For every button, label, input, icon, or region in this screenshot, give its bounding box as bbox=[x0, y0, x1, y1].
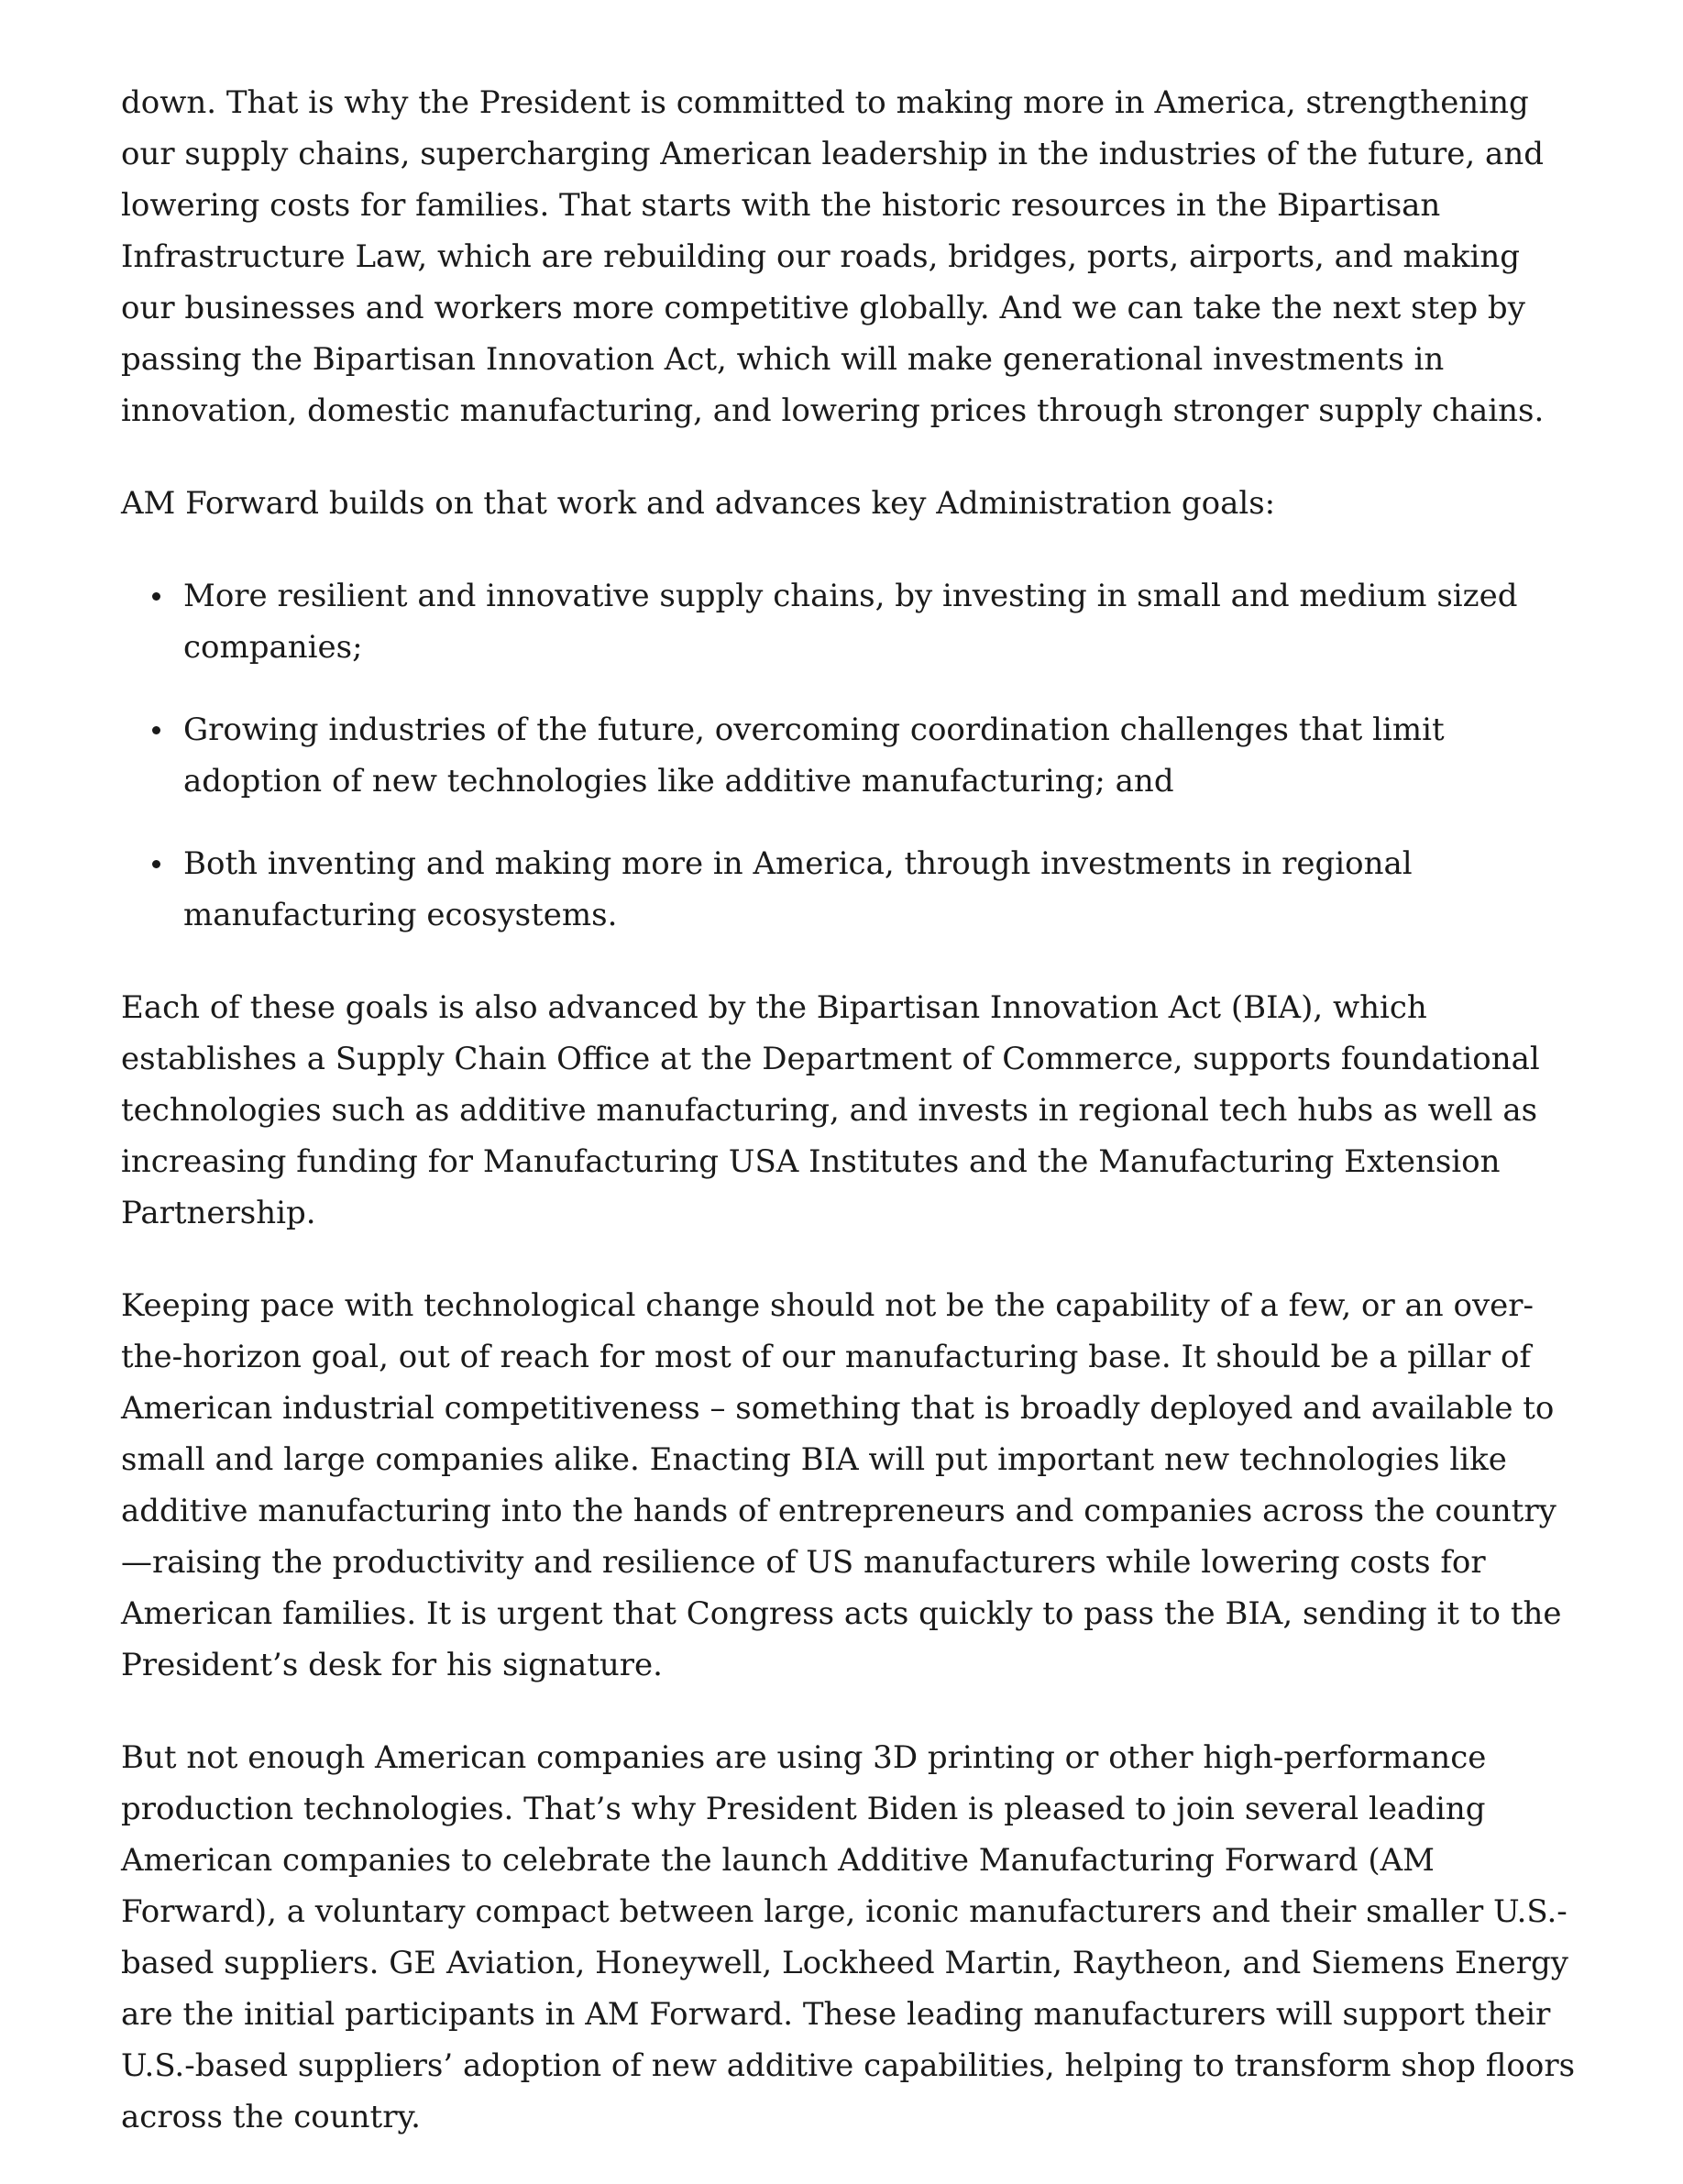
bullet-icon bbox=[152, 592, 160, 601]
list-item bbox=[183, 704, 1578, 807]
article-paragraph: down. That is why the President is committed to making more in America, strengthening our supply chains, supercharging American leadership in the industries of the future, and lowering costs for families. That starts with the historic resources in the Bipartisan Infrastructure Law, which are rebuilding our roads, bridges, ports, airports, and making our businesses and workers more competitive globally. And we can take the next step by passing the Bipartisan Innovation Act, which will make generational investments in innovation, domestic manufacturing, and lowering prices through stronger supply chains. bbox=[121, 84, 1545, 429]
list-item-text: More resilient and innovative supply chains, by investing in small and medium sized companies; bbox=[183, 578, 1518, 666]
list-item bbox=[183, 570, 1578, 673]
list-item-text: Both inventing and making more in America, through investments in regional manufacturing ecosystems. bbox=[183, 845, 1413, 933]
article-paragraph: But not enough American companies are using 3D printing or other high-performance production technologies. That’s why President Biden is pleased to join several leading American companies to celebrate the launch Additive Manufacturing Forward (AM Forward), a voluntary compact between large, iconic manufacturers and their smaller U.S.-based suppliers. GE Aviation, Honeywell, Lockheed Martin, Raytheon, and Siemens Energy are the initial participants in AM Forward. These leading manufacturers will support their U.S.-based suppliers’ adoption of new additive capabilities, helping to transform shop floors across the country. bbox=[121, 1739, 1576, 2135]
bullet-icon bbox=[152, 726, 160, 734]
article-paragraph: Each of these goals is also advanced by the Bipartisan Innovation Act (BIA), which establishes a Supply Chain Office at the Department of Commerce, supports foundational technologies such as additive manufacturing, and invests in regional tech hubs as well as increasing funding for Manufacturing USA Institutes and the Manufacturing Extension Partnership. bbox=[121, 989, 1540, 1231]
bullet-icon bbox=[152, 860, 160, 868]
article-paragraph: Keeping pace with technological change should not be the capability of a few, or an over-the-horizon goal, out of reach for most of our manufacturing base. It should be a pillar of American industrial competitiveness – something that is broadly deployed and available to small and large companies alike. Enacting BIA will put important new technologies like additive manufacturing into the hands of entrepreneurs and companies across the country—raising the productivity and resilience of US manufacturers while lowering costs for American families. It is urgent that Congress acts quickly to pass the BIA, sending it to the President’s desk for his signature. bbox=[121, 1287, 1562, 1683]
list-item bbox=[183, 838, 1578, 941]
article-body bbox=[121, 77, 1578, 2184]
article-paragraph: AM Forward builds on that work and advances key Administration goals: bbox=[121, 485, 1276, 522]
list-item-text: Growing industries of the future, overcoming coordination challenges that limit adoption of new technologies like additive manufacturing; and bbox=[183, 711, 1445, 800]
goals-list bbox=[121, 570, 1578, 941]
